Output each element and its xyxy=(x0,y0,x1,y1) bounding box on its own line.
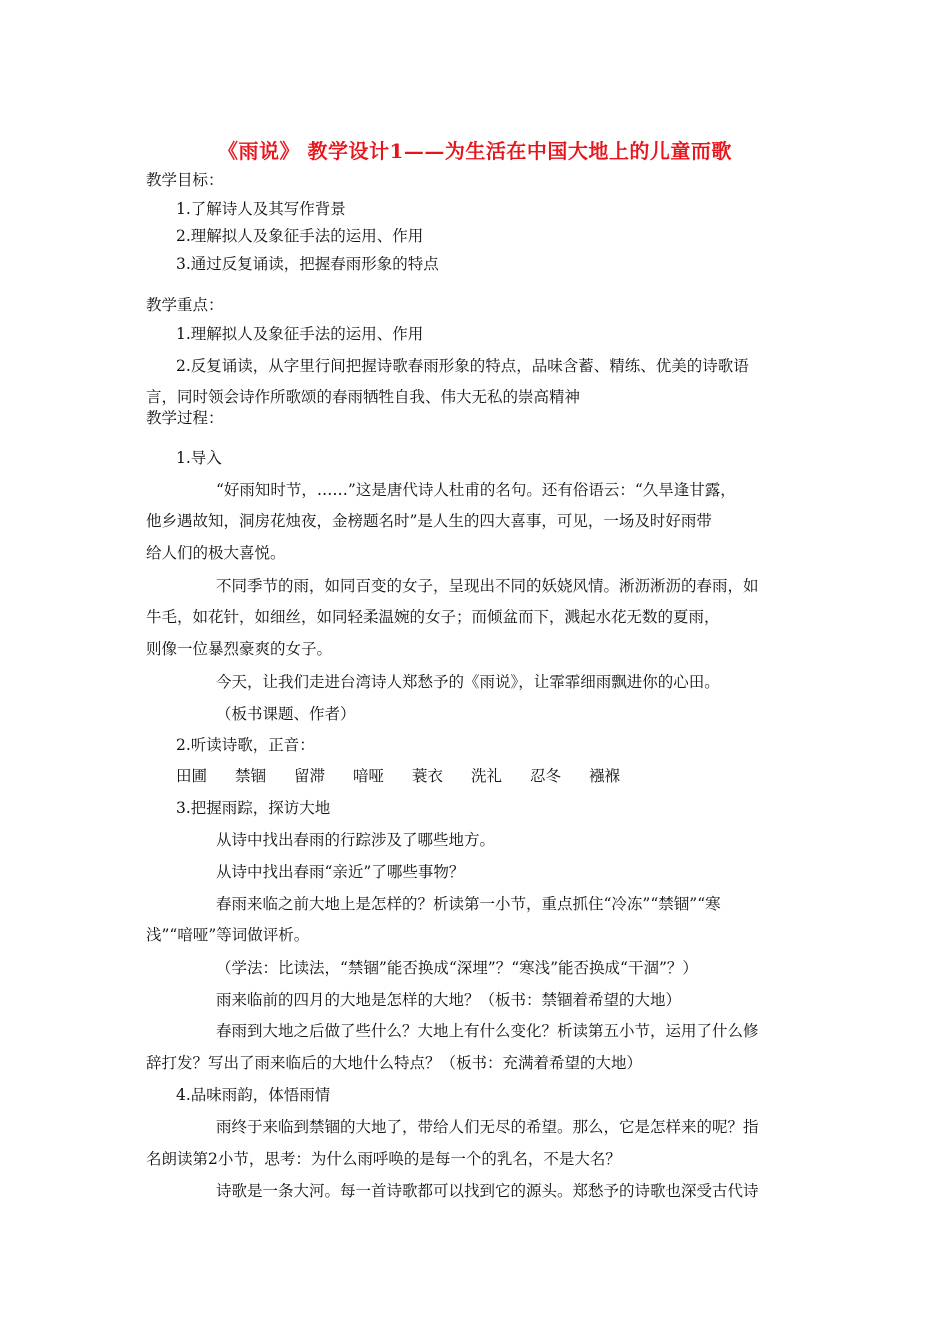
goals-heading: 教学目标： xyxy=(146,171,224,189)
step3-question-line: 春雨来临之前大地上是怎样的？析读第一小节，重点抓住“冷冻”“禁锢”“寒 xyxy=(216,895,721,913)
focus-item-continued: 言，同时领会诗作所歌颂的春雨牺牲自我、伟大无私的崇高精神 xyxy=(146,388,581,406)
goal-item: 1.了解诗人及其写作背景 xyxy=(176,200,346,218)
vocab-list xyxy=(176,766,648,786)
step4-paragraph-line: 雨终于来临到禁锢的大地了，带给人们无尽的希望。那么，它是怎样来的呢？指 xyxy=(216,1118,759,1136)
step4-heading: 4.品味雨韵，体悟雨情 xyxy=(176,1086,331,1104)
step3-question-line: 辞打发？写出了雨来临后的大地什么特点？（板书：充满着希望的大地） xyxy=(146,1054,643,1072)
step3-heading: 3.把握雨踪，探访大地 xyxy=(176,799,331,817)
step1-paragraph-line: 牛毛，如花针，如细丝，如同轻柔温婉的女子；而倾盆而下，溅起水花无数的夏雨， xyxy=(146,608,720,626)
step1-paragraph-line: 则像一位暴烈豪爽的女子。 xyxy=(146,640,333,658)
vocab-word: 洗礼 xyxy=(471,767,503,785)
focus-item: 1.理解拟人及象征手法的运用、作用 xyxy=(176,325,424,343)
step1-paragraph-line: “好雨知时节，……”这是唐代诗人杜甫的名句。还有俗语云：“久旱逢甘露， xyxy=(216,481,736,499)
step1-paragraph-line: 他乡遇故知，洞房花烛夜，金榜题名时”是人生的四大喜事，可见，一场及时好雨带 xyxy=(146,512,712,530)
vocab-word: 蓑衣 xyxy=(412,767,444,785)
step2-heading: 2.听读诗歌，正音： xyxy=(176,736,315,754)
vocab-word: 田圃 xyxy=(176,767,208,785)
step1-heading: 1.导入 xyxy=(176,449,222,467)
vocab-word: 禁锢 xyxy=(235,767,267,785)
step4-paragraph: 诗歌是一条大河。每一首诗歌都可以找到它的源头。郑愁予的诗歌也深受古代诗 xyxy=(216,1182,759,1200)
step3-question-line: 春雨到大地之后做了些什么？大地上有什么变化？析读第五小节，运用了什么修 xyxy=(216,1022,759,1040)
step1-paragraph: 今天，让我们走进台湾诗人郑愁予的《雨说》，让霏霏细雨飘进你的心田。 xyxy=(216,673,720,691)
step4-paragraph-line: 名朗读第2小节，思考：为什么雨呼唤的是每一个的乳名，不是大名？ xyxy=(146,1150,621,1168)
vocab-word: 喑哑 xyxy=(353,767,385,785)
process-heading: 教学过程： xyxy=(146,409,224,427)
step3-question: 从诗中找出春雨“亲近”了哪些事物？ xyxy=(216,863,465,881)
step1-note: （板书课题、作者） xyxy=(216,705,356,723)
vocab-word: 留滞 xyxy=(294,767,326,785)
step3-question: 从诗中找出春雨的行踪涉及了哪些地方。 xyxy=(216,831,496,849)
vocab-word: 襁褓 xyxy=(589,767,621,785)
focus-item: 2.反复诵读，从字里行间把握诗歌春雨形象的特点，品味含蓄、精练、优美的诗歌语 xyxy=(176,357,749,375)
focus-heading: 教学重点： xyxy=(146,296,224,314)
step3-note: （学法：比读法，“禁锢”能否换成“深埋”？“寒浅”能否换成“干涸”？） xyxy=(216,959,698,977)
vocab-word: 忍冬 xyxy=(530,767,562,785)
goal-item: 3.通过反复诵读，把握春雨形象的特点 xyxy=(176,255,439,273)
step1-paragraph-line: 不同季节的雨，如同百变的女子，呈现出不同的妖娆风情。淅沥淅沥的春雨，如 xyxy=(216,577,759,595)
goal-item: 2.理解拟人及象征手法的运用、作用 xyxy=(176,227,424,245)
step1-paragraph-line: 给人们的极大喜悦。 xyxy=(146,544,286,562)
step3-question-line: 浅”“喑哑”等词做评析。 xyxy=(146,926,310,944)
page-title: 《雨说》 教学设计1——为生活在中国大地上的儿童而歌 xyxy=(218,139,732,163)
step3-question: 雨来临前的四月的大地是怎样的大地？（板书：禁锢着希望的大地） xyxy=(216,991,682,1009)
